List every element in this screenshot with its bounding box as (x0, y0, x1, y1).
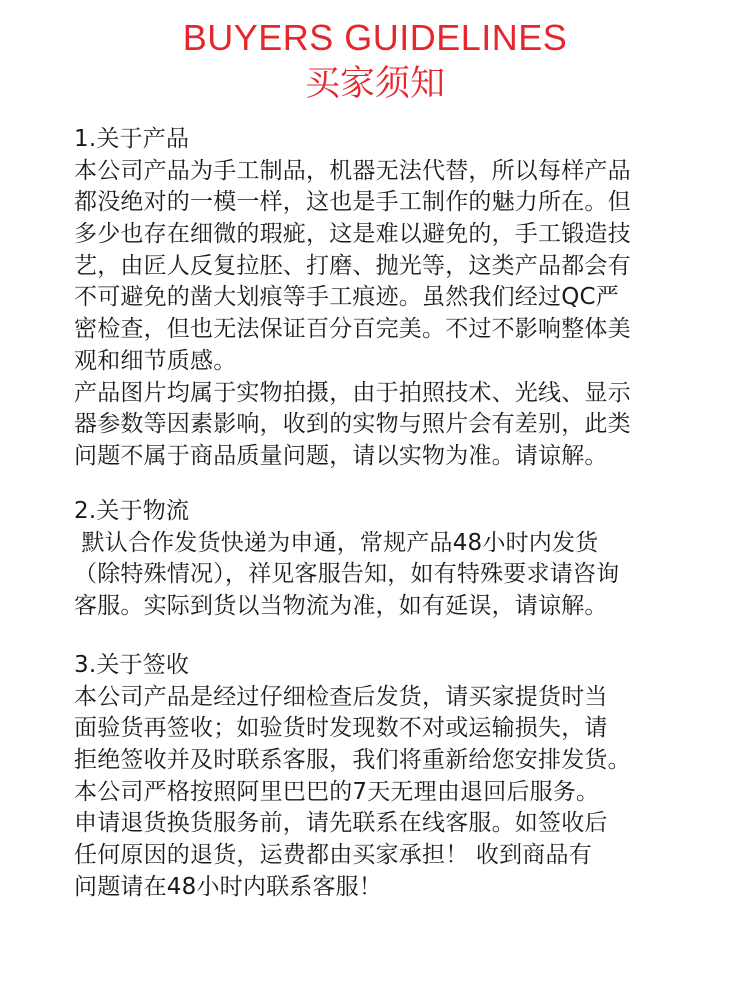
paragraph-line: 本公司严格按照阿里巴巴的7天无理由退回后服务。 (74, 778, 600, 805)
page-title-english: BUYERS GUIDELINES (182, 17, 568, 58)
paragraph-line: 问题不属于商品质量问题，请以实物为准。请谅解。 (74, 442, 608, 469)
paragraph-line: 客服。实际到货以当物流为准，如有延误，请谅解。 (74, 593, 608, 620)
section-about-signing (74, 650, 714, 904)
paragraph-line: 拒绝签收并及时联系客服，我们将重新给您安排发货。 (74, 747, 631, 774)
paragraph-line: 面验货再签收；如验货时发现数不对或运输损失，请 (74, 715, 608, 742)
paragraph-line: 观和细节质感。 (74, 347, 237, 374)
paragraph-line: 器参数等因素影响，收到的实物与照片会有差别，此类 (74, 411, 631, 438)
paragraph-line: 产品图片均属于实物拍摄，由于拍照技术、光线、显示 (74, 379, 631, 406)
section-about-logistics (74, 496, 714, 623)
page-title-chinese: 买家须知 (304, 64, 445, 104)
paragraph-line: 都没绝对的一模一样，这也是手工制作的魅力所在。但 (74, 189, 631, 216)
section-about-products (74, 124, 714, 473)
paragraph-line: 默认合作发货快递为申通，常规产品48小时内发货 (74, 529, 599, 556)
paragraph-line: 本公司产品是经过仔细检查后发货，请买家提货时当 (74, 683, 608, 710)
paragraph-line: 多少也存在细微的瑕疵，这是难以避免的，手工锻造技 (74, 221, 631, 248)
paragraph-line: 本公司产品为手工制品，机器无法代替，所以每样产品 (74, 157, 631, 184)
paragraph-line: 申请退货换货服务前，请先联系在线客服。如签收后 (74, 810, 608, 837)
section-heading: 2.关于物流 (74, 498, 190, 524)
paragraph-line: 任何原因的退货，运费都由买家承担！ 收到商品有 (74, 842, 592, 869)
paragraph-line: 问题请在48小时内联系客服！ (74, 873, 383, 900)
paragraph-line: 不可避免的凿大划痕等手工痕迹。虽然我们经过QC严 (74, 284, 619, 311)
section-heading: 1.关于产品 (74, 126, 190, 152)
section-heading: 3.关于签收 (74, 652, 190, 678)
paragraph-line: （除特殊情况），祥见客服告知，如有特殊要求请咨询 (74, 561, 620, 588)
paragraph-line: 密检查，但也无法保证百分百完美。不过不影响整体美 (74, 316, 631, 343)
paragraph-line: 艺，由匠人反复拉胚、打磨、抛光等，这类产品都会有 (74, 252, 631, 279)
